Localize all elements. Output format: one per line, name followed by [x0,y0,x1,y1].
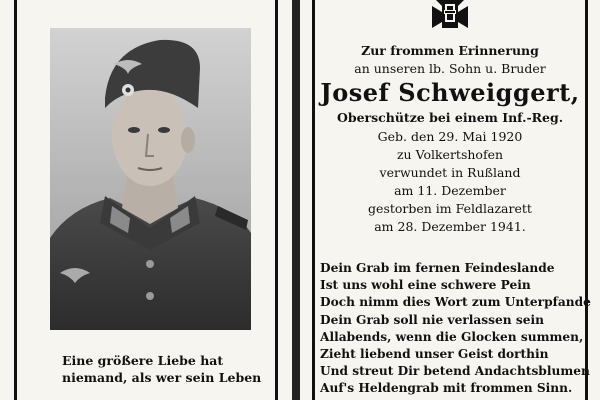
portrait-illustration [50,28,251,330]
birth-date: Geb. den 29. Mai 1920 [377,129,523,144]
verse-line: Eine größere Liebe hat [62,353,224,368]
memorial-poem [320,260,590,398]
memorial-text [300,42,600,236]
poem-line: Dein Grab soll nie verlassen sein [320,312,544,327]
heading: Zur frommen Erinnerung [361,43,539,58]
poem-line: Zieht liebend unser Geist dorthin [320,347,549,362]
poem-line: Dein Grab im fernen Feindeslande [320,261,555,275]
poem-line: Ist uns wohl eine schwere Pein [320,278,531,293]
wounded-place: verwundet in Rußland [379,165,521,180]
birth-place: zu Volkertshofen [396,147,504,162]
poem-line: Doch nimm dies Wort zum Unterpfande [320,295,591,310]
soldier-portrait [50,28,251,330]
left-card [0,0,292,400]
iron-cross-icon [432,0,468,28]
wounded-date: am 11. Dezember [394,183,506,198]
poem-line: Und streut Dir betend Andachtsblumen [320,364,590,379]
military-rank: Oberschütze bei einem Inf.-Reg. [336,110,564,125]
poem-line: Allabends, wenn die Glocken summen, [320,329,584,344]
left-verse [62,352,262,386]
death-place: gestorben im Feldlazarett [368,201,532,216]
dedication: an unseren lb. Sohn u. Bruder [354,61,546,76]
deceased-name: Josef Schweiggert, [320,78,580,107]
verse-line: niemand, als wer sein Leben [62,370,262,385]
death-date: am 28. Dezember 1941. [374,219,526,234]
poem-line: Auf's Heldengrab mit frommen Sinn. [320,381,573,396]
